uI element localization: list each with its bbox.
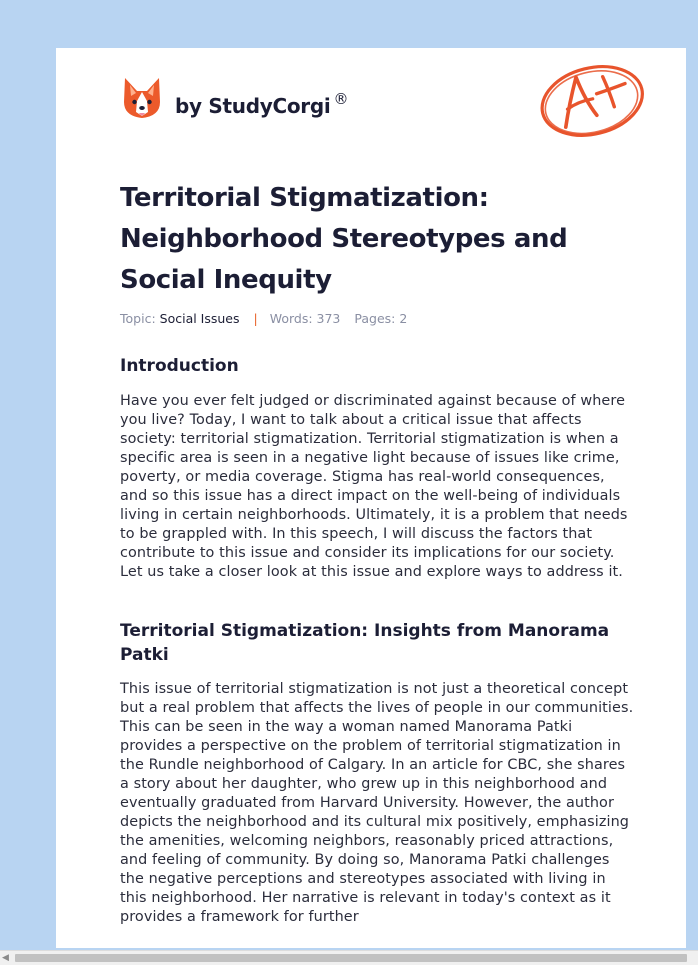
a-plus-grade-icon: [536, 58, 648, 140]
document-page: [56, 48, 686, 948]
horizontal-scrollbar[interactable]: [0, 950, 698, 965]
word-count: Words: 373: [269, 311, 341, 326]
studycorgi-logo[interactable]: [122, 76, 348, 122]
scroll-left-arrow-icon[interactable]: ◀: [2, 953, 9, 963]
corgi-icon: [122, 76, 162, 122]
section-paragraph-introduction: Have you ever felt judged or discriminated against because of where you live? Today, I want to talk about a critical issue that affects society: territorial stigmatization. Territorial stigmatization is when a specific area is seen in a negative light because of issues like crime, poverty, or media coverage. Stigma has real-world consequences, and so this issue has a direct impact on the well-being of individuals living in certain neighborhoods. Ultimately, it is a problem that needs to be grappled with. In this speech, I will discuss the factors that contribute to this issue and consider its implications for our society. Let us take a closer look at this issue and explore ways to address it.: [120, 393, 628, 580]
section-heading-introduction: Introduction: [120, 356, 239, 376]
registered-mark: ®: [333, 90, 349, 108]
section-heading-insights: Territorial Stigmatization: Insights from Manorama Patki: [120, 621, 610, 665]
document-title: Territorial Stigmatization: Neighborhood Stereotypes and Social Inequity: [120, 183, 568, 295]
document-meta: [120, 311, 407, 326]
page-count: Pages: 2: [354, 311, 408, 326]
topic-link[interactable]: Social Issues: [159, 311, 240, 326]
brand-name: [175, 90, 349, 118]
brand-text: by StudyCorgi: [175, 94, 331, 118]
scrollbar-thumb[interactable]: [15, 954, 687, 962]
topic-label: Topic:: [120, 311, 156, 326]
meta-separator: |: [253, 311, 258, 326]
section-paragraph-insights: This issue of territorial stigmatization is not just a theoretical concept but a real problem that affects the lives of people in our communities. This can be seen in the way a woman named Manorama Patki provides a perspective on the problem of territorial stigmatization in the Rundle neighborhood of Calgary. In an article for CBC, she shares a story about her daughter, who grew up in this neighborhood and eventually graduated from Harvard University. However, the author depicts the neighborhood and its cultural mix positively, emphasizing the amenities, welcoming neighbors, reasonably priced attractions, and feeling of community. By doing so, Manorama Patki challenges the negative perceptions and stereotypes associated with living in this neighborhood. Her narrative is relevant in today's context as it provides a framework for further: [120, 681, 634, 925]
